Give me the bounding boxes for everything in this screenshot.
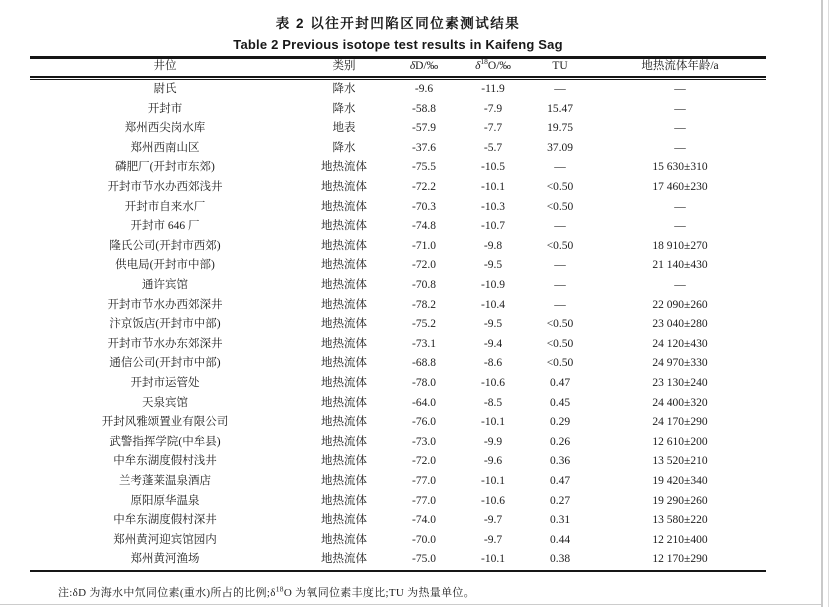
isotope-results-table (30, 56, 766, 572)
cell-well: 中牟东湖度假村深井 (113, 514, 217, 527)
cell-age: 12 610±200 (652, 435, 708, 448)
cell-delta-18o: -9.7 (483, 533, 503, 546)
cell-delta-d: -77.0 (412, 494, 436, 507)
cell-age: 24 400±320 (652, 396, 708, 409)
cell-age: — (674, 122, 686, 135)
cell-delta-d: -57.9 (412, 122, 436, 135)
cell-age: — (674, 220, 686, 233)
cell-tu: 0.47 (549, 474, 571, 487)
cell-delta-18o: -10.9 (481, 278, 505, 291)
cell-category: 地热流体 (321, 200, 367, 213)
cell-tu: — (554, 278, 566, 291)
cell-tu: — (554, 83, 566, 96)
cell-tu: 0.26 (549, 435, 571, 448)
document-page (30, 0, 766, 600)
table-row (30, 178, 766, 198)
cell-delta-d: -73.0 (412, 435, 436, 448)
cell-category: 地热流体 (321, 337, 367, 350)
cell-delta-18o: -10.6 (481, 376, 505, 389)
cell-age: 22 090±260 (652, 298, 708, 311)
table-row (30, 472, 766, 492)
cell-tu: 0.47 (549, 376, 571, 389)
cell-category: 地表 (332, 122, 356, 135)
cell-age: 13 520±210 (652, 455, 708, 468)
cell-delta-d: -76.0 (412, 416, 436, 429)
cell-category: 降水 (332, 102, 356, 115)
cell-delta-18o: -7.9 (483, 102, 503, 115)
cell-well: 供电局(开封市中部) (115, 259, 215, 272)
cell-well: 通信公司(开封市中部) (109, 357, 221, 370)
cell-category: 地热流体 (321, 259, 367, 272)
cell-well: 开封风雅颂置业有限公司 (101, 416, 229, 429)
table-row (30, 276, 766, 296)
table-title-zh: 表 2 以往开封凹陷区同位素测试结果 (275, 16, 521, 31)
table-row (30, 119, 766, 139)
cell-category: 地热流体 (321, 357, 367, 370)
cell-delta-d: -68.8 (412, 357, 436, 370)
cell-delta-18o: -8.5 (483, 396, 503, 409)
table-row (30, 296, 766, 316)
cell-delta-d: -72.0 (412, 455, 436, 468)
table-title-en: Table 2 Previous isotope test results in Kaifeng Sag (233, 37, 563, 52)
table-row (30, 511, 766, 531)
cell-tu: 0.44 (549, 533, 571, 546)
table-bottom-rule (30, 570, 766, 573)
cell-category: 地热流体 (321, 161, 367, 174)
cell-category: 地热流体 (321, 278, 367, 291)
cell-tu: 0.31 (549, 514, 571, 527)
cell-well: 开封市 (147, 102, 183, 115)
cell-well: 隆氏公司(开封市西郊) (109, 239, 221, 252)
cell-tu: — (554, 259, 566, 272)
cell-category: 地热流体 (321, 474, 367, 487)
cell-well: 原阳原华温泉 (130, 494, 200, 507)
cell-tu: — (554, 298, 566, 311)
cell-well: 通许宾馆 (142, 278, 188, 291)
table-row (30, 531, 766, 551)
cell-category: 地热流体 (321, 181, 367, 194)
cell-delta-d: -74.8 (412, 220, 436, 233)
cell-well: 开封市自来水厂 (124, 200, 206, 213)
cell-delta-d: -75.0 (412, 553, 436, 566)
cell-delta-d: -75.5 (412, 161, 436, 174)
cell-delta-d: -71.0 (412, 239, 436, 252)
cell-age: 23 040±280 (652, 318, 708, 331)
cell-age: 13 580±220 (652, 514, 708, 527)
cell-category: 地热流体 (321, 396, 367, 409)
table-row (30, 394, 766, 414)
cell-well: 郑州黄河迎宾馆园内 (113, 533, 217, 546)
cell-well: 中牟东湖度假村浅井 (113, 455, 217, 468)
cell-well: 开封市节水办西郊深井 (107, 298, 223, 311)
cell-category: 地热流体 (321, 376, 367, 389)
cell-age: 12 170±290 (652, 553, 708, 566)
cell-delta-d: -78.2 (412, 298, 436, 311)
cell-delta-d: -72.0 (412, 259, 436, 272)
cell-age: 24 170±290 (652, 416, 708, 429)
cell-age: 24 970±330 (652, 357, 708, 370)
cell-delta-d: -75.2 (412, 318, 436, 331)
cell-well: 开封市节水办西郊浅井 (107, 181, 223, 194)
cell-well: 开封市运管处 (130, 376, 200, 389)
cell-well: 郑州西尖岗水库 (124, 122, 206, 135)
cell-category: 地热流体 (321, 533, 367, 546)
cell-delta-d: -74.0 (412, 514, 436, 527)
table-row (30, 237, 766, 257)
cell-category: 地热流体 (321, 318, 367, 331)
header-tu: TU (552, 60, 568, 73)
cell-delta-d: -77.0 (412, 474, 436, 487)
table-row (30, 413, 766, 433)
cell-delta-d: -72.2 (412, 181, 436, 194)
cell-category: 地热流体 (321, 435, 367, 448)
header-category: 类别 (332, 60, 356, 73)
cell-category: 地热流体 (321, 298, 367, 311)
cell-delta-18o: -10.5 (481, 161, 505, 174)
cell-age: — (674, 141, 686, 154)
table-body (30, 80, 766, 570)
cell-delta-18o: -11.9 (481, 83, 505, 96)
cell-well: 兰考蓬莱温泉酒店 (119, 474, 211, 487)
table-row (30, 354, 766, 374)
cell-category: 地热流体 (321, 220, 367, 233)
cell-age: 19 290±260 (652, 494, 708, 507)
cell-category: 地热流体 (321, 239, 367, 252)
cell-well: 天泉宾馆 (142, 396, 188, 409)
cell-delta-d: -37.6 (412, 141, 436, 154)
cell-tu: 0.36 (549, 455, 571, 468)
cell-delta-18o: -5.7 (483, 141, 503, 154)
cell-delta-18o: -9.5 (483, 318, 503, 331)
cell-well: 郑州黄河渔场 (130, 553, 200, 566)
cell-age: 18 910±270 (652, 239, 708, 252)
cell-delta-18o: -10.7 (481, 220, 505, 233)
cell-delta-18o: -10.1 (481, 474, 505, 487)
cell-age: 17 460±230 (652, 181, 708, 194)
cell-tu: 0.38 (549, 553, 571, 566)
cell-delta-d: -64.0 (412, 396, 436, 409)
cell-age: 23 130±240 (652, 376, 708, 389)
cell-tu: 0.27 (549, 494, 571, 507)
cell-age: 24 120±430 (652, 337, 708, 350)
cell-tu: 0.45 (549, 396, 571, 409)
cell-age: — (674, 102, 686, 115)
table-row (30, 198, 766, 218)
table-row (30, 491, 766, 511)
cell-category: 地热流体 (321, 494, 367, 507)
cell-category: 地热流体 (321, 455, 367, 468)
cell-tu: <0.50 (546, 200, 574, 213)
cell-tu: — (554, 161, 566, 174)
cell-tu: <0.50 (546, 181, 574, 194)
cell-delta-18o: -10.1 (481, 416, 505, 429)
table-row (30, 550, 766, 570)
cell-delta-d: -9.6 (414, 83, 434, 96)
cell-category: 地热流体 (321, 553, 367, 566)
cell-delta-18o: -9.5 (483, 259, 503, 272)
cell-delta-18o: -10.6 (481, 494, 505, 507)
cell-tu: <0.50 (546, 239, 574, 252)
cell-category: 地热流体 (321, 514, 367, 527)
cell-delta-18o: -10.1 (481, 181, 505, 194)
table-row (30, 217, 766, 237)
table-row (30, 452, 766, 472)
cell-delta-d: -58.8 (412, 102, 436, 115)
cell-delta-d: -70.3 (412, 200, 436, 213)
cell-tu: <0.50 (546, 357, 574, 370)
page-edge-vertical-line (821, 0, 823, 607)
cell-well: 磷肥厂(开封市东郊) (115, 161, 215, 174)
cell-delta-18o: -7.7 (483, 122, 503, 135)
table-row (30, 100, 766, 120)
table-row (30, 158, 766, 178)
table-row (30, 139, 766, 159)
table-footnote: 注:δD 为海水中氘同位素(重水)所占的比例$;\delta^{18}O$ 为氧同位素丰度比;TU 为热量单位。 (58, 584, 475, 600)
header-age: 地热流体年龄/a (641, 60, 719, 73)
header-delta-18o: $\delta^{18}O/‰$ (475, 57, 511, 73)
cell-delta-d: -73.1 (412, 337, 436, 350)
cell-well: 开封市 646 厂 (130, 220, 200, 233)
cell-category: 降水 (332, 83, 356, 96)
cell-delta-d: -70.0 (412, 533, 436, 546)
cell-delta-18o: -9.9 (483, 435, 503, 448)
table-row (30, 80, 766, 100)
cell-delta-18o: -10.1 (481, 553, 505, 566)
table-row (30, 374, 766, 394)
cell-age: 19 420±340 (652, 474, 708, 487)
cell-delta-18o: -8.6 (483, 357, 503, 370)
cell-age: — (674, 83, 686, 96)
cell-tu: — (554, 220, 566, 233)
cell-delta-18o: -10.3 (481, 200, 505, 213)
cell-delta-18o: -9.4 (483, 337, 503, 350)
cell-well: 汴京饭店(开封市中部) (109, 318, 221, 331)
cell-tu: 15.47 (547, 102, 573, 115)
header-delta-d: δD/‰ (409, 60, 439, 73)
cell-well: 郑州西南山区 (130, 141, 200, 154)
cell-tu: 37.09 (547, 141, 573, 154)
cell-delta-d: -78.0 (412, 376, 436, 389)
cell-well: 开封市节水办东郊深井 (107, 337, 223, 350)
page-edge-bottom-line (0, 604, 821, 606)
cell-well: 武警指挥学院(中牟县) (109, 435, 221, 448)
table-row (30, 315, 766, 335)
cell-age: — (674, 200, 686, 213)
cell-category: 降水 (332, 141, 356, 154)
cell-age: 15 630±310 (652, 161, 708, 174)
table-header-row (30, 59, 766, 76)
cell-delta-18o: -9.8 (483, 239, 503, 252)
cell-delta-18o: -9.6 (483, 455, 503, 468)
cell-age: — (674, 278, 686, 291)
table-row (30, 335, 766, 355)
header-well: 井位 (153, 60, 177, 73)
page-edge-vertical-line-outer (828, 0, 830, 607)
cell-tu: 0.29 (549, 416, 571, 429)
cell-delta-d: -70.8 (412, 278, 436, 291)
cell-age: 21 140±430 (652, 259, 708, 272)
cell-age: 12 210±400 (652, 533, 708, 546)
table-row (30, 256, 766, 276)
cell-category: 地热流体 (321, 416, 367, 429)
cell-tu: <0.50 (546, 337, 574, 350)
cell-tu: <0.50 (546, 318, 574, 331)
table-row (30, 433, 766, 453)
cell-delta-18o: -10.4 (481, 298, 505, 311)
cell-tu: 19.75 (547, 122, 573, 135)
cell-delta-18o: -9.7 (483, 514, 503, 527)
cell-well: 尉氏 (153, 83, 177, 96)
